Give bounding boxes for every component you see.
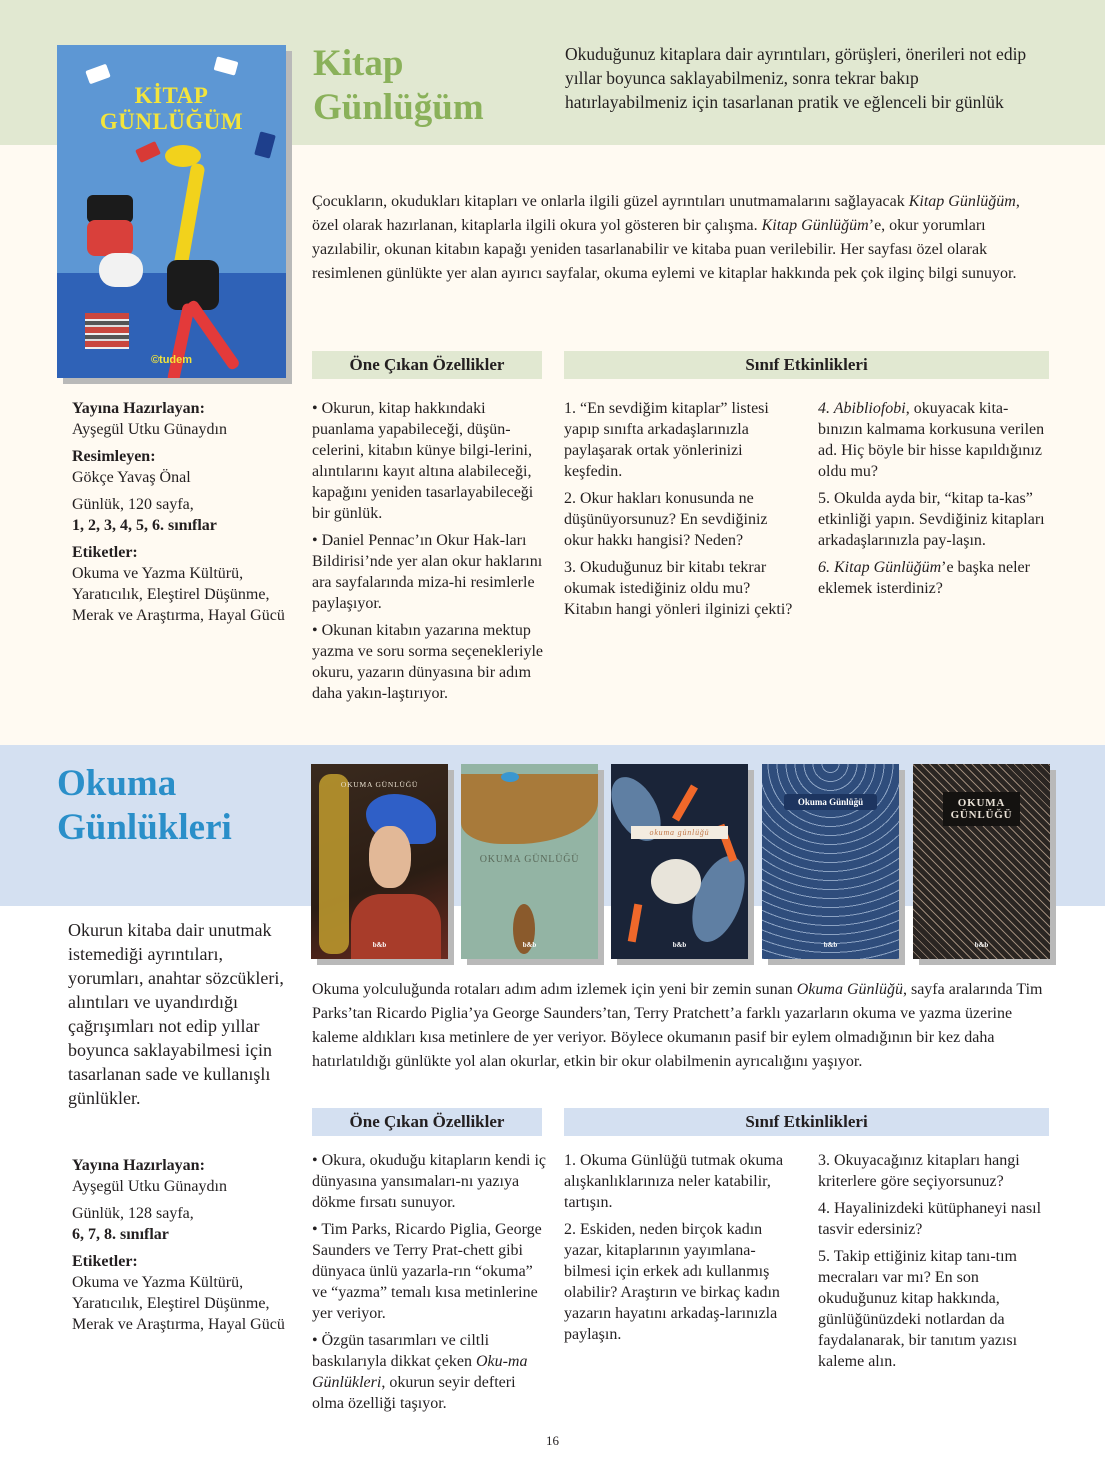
flying-book-icon	[214, 56, 239, 75]
editor-name: Ayşegül Utku Günaydın	[72, 421, 227, 438]
kitap-gunlugum-cover	[57, 45, 286, 378]
kitap-title-line2: Günlüğüm	[313, 87, 484, 128]
grades: 1, 2, 3, 4, 5, 6. sınıflar	[72, 517, 217, 534]
okuma-cover-5	[913, 764, 1050, 959]
red-dress	[351, 894, 441, 959]
kitap-tagline: Okuduğunuz kitaplara dair ayrıntıları, görüşleri, önerileri not edip yıllar boyunca saklayabilmeniz, sonra tekrar bakıp hatırlayabilmeniz için tasarlanan pratik ve eğlenceli bir günlük	[565, 44, 1027, 112]
kitap-description	[312, 190, 1047, 286]
feature-item: • Tim Parks, Ricardo Piglia, George Saunders ve Terry Prat-chett gibi dünyaca ünlü yazarla-rın “okuma” ve “yazma” temalı kısa metinlerine yer veriyor.	[312, 1221, 542, 1322]
cover-brand: b&b	[974, 941, 989, 949]
activity-em: 6. Kitap Günlüğüm	[818, 559, 942, 576]
feature-item: • Okurun, kitap hakkındaki puanlama yapabileceği, düşün-celerini, kitabın künye bilgi-lerini, alıntılarını kayıt altına alabileceği, kapağını yeniden tasarlayabileceği bir günlük.	[312, 400, 534, 522]
okuma-cover-2	[461, 764, 598, 959]
kitap-title-line1: Kitap	[313, 43, 404, 84]
activity-item: 4. Hayalinizdeki kütüphaneyi nasıl tasvir edersiniz?	[818, 1200, 1042, 1238]
kitap-features-list	[312, 398, 544, 710]
kitap-activities-left	[564, 398, 799, 626]
activity-text: ’e başka neler eklemek isterdiniz?	[818, 559, 1030, 597]
cover-label: OKUMA GÜNLÜĞÜ	[340, 780, 419, 789]
kitap-meta	[72, 398, 287, 632]
desc-text: Okuma yolculuğunda rotaları adım adım izlemek için yeni bir zemin sunan	[312, 981, 797, 998]
desc-text: ’e, okur yorumları yazılabilir, okunan kitabın kapağı yeniden tasarlanabilir ve kitaba puan verilebilir. Her sayfası özel olarak resimlenen günlükte yer alan ayırıcı sayfalar, okuma eylemi ve kitaplar hakkında pek çok ilginç bilgi sunuyor.	[312, 217, 1017, 282]
face	[369, 826, 411, 888]
editor-label: Yayına Hazırlayan:	[72, 400, 205, 417]
cover-title-line2: GÜNLÜĞÜM	[99, 109, 244, 134]
kitap-title	[313, 42, 484, 130]
cover-label: okuma günlüğü	[631, 826, 728, 839]
activity-num: 4.	[818, 400, 834, 417]
head-illustration	[461, 774, 598, 844]
bird-icon	[501, 772, 519, 782]
activity-item: 5. Okulda ayda bir, “kitap ta-kas” etkinliği yapın. Sevdiğiniz kitapları arkadaşlarınızla pay-laşın.	[818, 490, 1045, 549]
cover-label: OKUMA GÜNLÜĞÜ	[943, 792, 1020, 826]
tags-label: Etiketler:	[72, 544, 138, 561]
activity-item	[818, 398, 1050, 482]
kitap-activities-right	[818, 398, 1050, 605]
activity-item: 5. Takip ettiğiniz kitap tanı-tım mecraları var mı? En son okuduğunuz kitap hakkında, günlüğünüzdeki notlardan da faydalanarak, bir tanıtım yazısı kaleme alın.	[818, 1248, 1018, 1370]
desc-text: Çocukların, okudukları kitapları ve onlarla ilgili güzel ayrıntıları unutmamalarını sağlayacak	[312, 193, 909, 210]
giraffe-neck	[173, 163, 206, 274]
activity-item: 1. Okuma Günlüğü tutmak okuma alışkanlıklarınıza neler katabilir, tartışın.	[564, 1152, 784, 1211]
activity-text: , okuyacak kita-bınızın kalmama korkusuna verilen ad. Hiç böyle bir hisse kapıldığınız oldu mu?	[818, 400, 1045, 480]
okuma-activities-right	[818, 1150, 1050, 1378]
desc-em: Kitap Günlüğüm	[908, 193, 1016, 210]
format: Günlük, 128 sayfa,	[72, 1205, 194, 1222]
okuma-description	[312, 978, 1057, 1074]
giraffe-head	[165, 145, 201, 167]
okuma-title-line1: Okuma	[57, 763, 177, 804]
feature-text: , okurun seyir defteri olma özelliği taşıyor.	[312, 1374, 516, 1412]
kid-shirt	[87, 195, 133, 223]
activity-item: 2. Eskiden, neden birçok kadın yazar, kitaplarının yayımlana-bilmesi için erkek adı kullanmış olabilir? Araştırın ve birkaç kadın yazarın hayatını arkadaş-larınızla paylaşın.	[564, 1221, 780, 1343]
page-number: 16	[546, 1433, 559, 1448]
okuma-cover-1	[311, 764, 448, 959]
book-stack-icon	[85, 313, 129, 349]
cover-brand: b&b	[672, 941, 687, 949]
cover-brand: b&b	[522, 941, 537, 949]
kid-pants	[99, 253, 143, 287]
feature-text: • Özgün tasarımları ve ciltli baskılarıyla dikkat çeken	[312, 1332, 490, 1370]
okuma-features-header: Öne Çıkan Özellikler	[312, 1108, 542, 1136]
white-flower	[651, 859, 701, 904]
cover-title-line1: KİTAP	[134, 83, 209, 108]
cat-illustration	[319, 774, 349, 954]
activity-item	[818, 557, 1050, 599]
desc-em: Kitap Günlüğüm	[761, 217, 869, 234]
activity-em: Abibliofobi	[833, 400, 906, 417]
editor-label: Yayına Hazırlayan:	[72, 1157, 205, 1174]
desc-text: , sayfa aralarında Tim Parks’tan Ricardo Piglia’ya George Saunders’tan, Terry Pratchett’a farklı yazarların okuma ve yazma üzerine kaleme aldıkları kısa metinlere de yer veriyor. Böylece okumanın pasif bir eylem olmadığının bir kez daha hatırlatıldığı günlükte yol alan okurlar, etkin bir okur olabilmenin ayrıcalığını yaşıyor.	[312, 981, 1043, 1070]
feature-em: Oku-ma Günlükleri	[312, 1353, 528, 1391]
okuma-cover-4	[762, 764, 899, 959]
orange-flower	[672, 785, 698, 822]
flying-book-icon	[135, 141, 161, 163]
cover-brand: b&b	[823, 941, 838, 949]
feature-item	[312, 1330, 546, 1414]
activity-item: 1. “En sevdiğim kitaplar” listesi yapıp sınıfta arkadaşlarınızla paylaşarak ortak yönlerinizi keşfedin.	[564, 400, 769, 480]
okuma-title-line2: Günlükleri	[57, 807, 232, 848]
illustrator-name: Gökçe Yavaş Önal	[72, 469, 191, 486]
cover-brand: b&b	[372, 941, 387, 949]
activity-item: 2. Okur hakları konusunda ne düşünüyorsunuz? En sevdiğiniz okur hakkı hangisi? Neden?	[564, 490, 768, 549]
activity-item: 3. Okuduğunuz bir kitabı tekrar okumak istediğiniz oldu mu? Kitabın hangi yönleri ilginizi çekti?	[564, 559, 793, 618]
feature-item: • Okura, okuduğu kitapların kendi iç dünyasına yansımaları-nı yazıya dökme fırsatı sunuyor.	[312, 1152, 546, 1211]
kid-sweater	[87, 220, 133, 256]
orange-flower	[628, 904, 642, 943]
cover-label: Okuma Günlüğü	[784, 794, 877, 810]
feature-item: • Okunan kitabın yazarına mektup yazma ve soru sorma seçenekleriyle okuru, yazarın dünyasına bir adım daha yakın-laştırıyor.	[312, 622, 544, 702]
okuma-features-list	[312, 1150, 546, 1420]
flying-book-icon	[254, 131, 276, 158]
flying-book-icon	[85, 64, 110, 85]
activity-item: 3. Okuyacağınız kitapları hangi kriterlere göre seçiyorsunuz?	[818, 1152, 1020, 1190]
illustrator-label: Resimleyen:	[72, 448, 156, 465]
okuma-meta	[72, 1155, 287, 1341]
kitap-features-header: Öne Çıkan Özellikler	[312, 351, 542, 379]
okuma-intro: Okurun kitaba dair unutmak istemediği ayrıntıları, yorumları, anahtar sözcükleri, alıntıları ve uyandırdığı çağrışımları not edip yıllar boyunca saklayabilmesi için tasarlanan sade ve kullanışlı günlükler.	[68, 920, 284, 1108]
tags-label: Etiketler:	[72, 1253, 138, 1270]
format: Günlük, 120 sayfa,	[72, 496, 194, 513]
desc-em: Okuma Günlüğü	[796, 981, 903, 998]
feature-item: • Daniel Pennac’ın Okur Hak-ları Bildirisi’nde yer alan okur haklarını ara sayfalarında miza-hi resimlerle paylaşıyor.	[312, 532, 543, 612]
okuma-cover-3	[611, 764, 748, 959]
cover-label: OKUMA GÜNLÜĞÜ	[479, 854, 580, 865]
tags: Okuma ve Yazma Kültürü, Yaratıcılık, Eleştirel Düşünme, Merak ve Araştırma, Hayal Gücü	[72, 565, 285, 624]
kitap-activities-header: Sınıf Etkinlikleri	[564, 351, 1049, 379]
publisher-logo: ©tudem	[150, 354, 193, 366]
okuma-title	[57, 762, 232, 850]
tags: Okuma ve Yazma Kültürü, Yaratıcılık, Eleştirel Düşünme, Merak ve Araştırma, Hayal Gücü	[72, 1274, 285, 1333]
okuma-activities-left	[564, 1150, 799, 1351]
grades: 6, 7, 8. sınıflar	[72, 1226, 169, 1243]
editor-name: Ayşegül Utku Günaydın	[72, 1178, 227, 1195]
okuma-activities-header: Sınıf Etkinlikleri	[564, 1108, 1049, 1136]
desc-text: , özel olarak hazırlanan, kitaplarla ilgili okura yol gösteren bir çalışma.	[312, 193, 1020, 234]
